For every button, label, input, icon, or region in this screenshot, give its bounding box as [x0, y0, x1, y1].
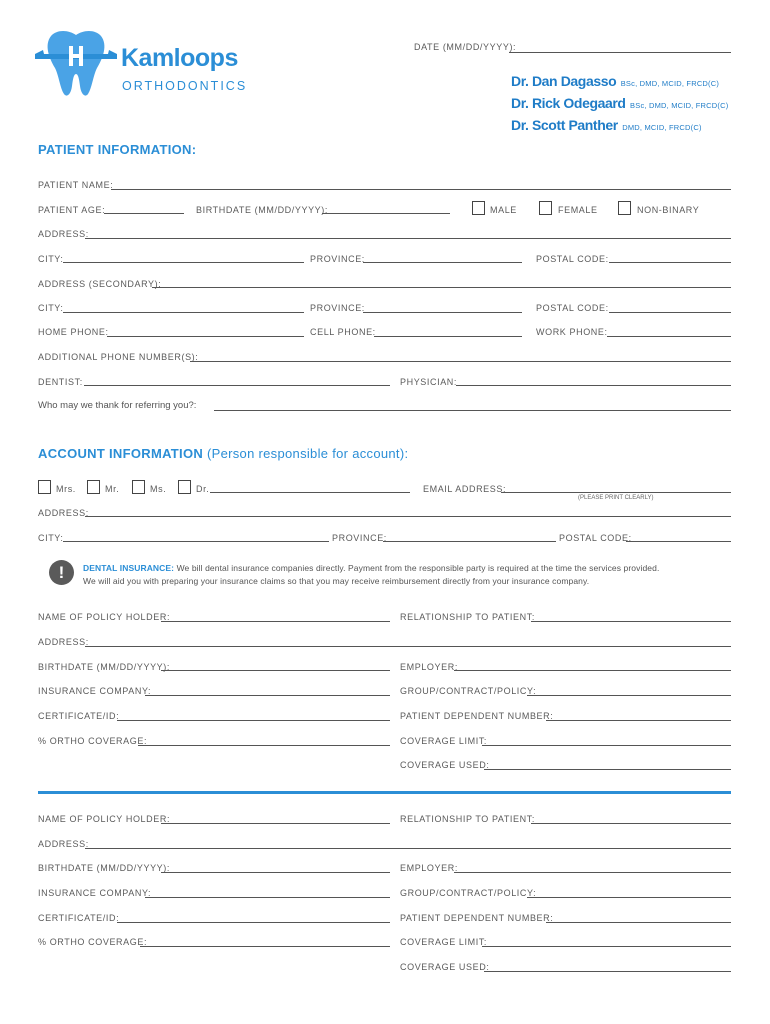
doctor-name: Dr. Rick Odegaard: [511, 95, 626, 111]
ms-checkbox[interactable]: [132, 480, 145, 494]
account-postal-field[interactable]: [626, 541, 731, 542]
email-label: EMAIL ADDRESS:: [423, 484, 507, 494]
insurance-note-line2: We will aid you with preparing your insurance claims so that you may receive reimbursement directly from your insurance company.: [83, 576, 590, 586]
dependent-number-label: PATIENT DEPENDENT NUMBER:: [400, 711, 554, 721]
policy-holder-field[interactable]: [161, 823, 390, 824]
coverage-limit-label: COVERAGE LIMIT:: [400, 937, 488, 947]
group-policy-field[interactable]: [527, 695, 731, 696]
section-divider: [38, 791, 731, 794]
policy-holder-field[interactable]: [161, 621, 390, 622]
ortho-coverage-field[interactable]: [140, 946, 390, 947]
address-secondary-label: ADDRESS (SECONDARY):: [38, 279, 162, 289]
patient-name-field[interactable]: [111, 189, 731, 190]
city-secondary-label: CITY:: [38, 303, 64, 313]
account-title: ACCOUNT INFORMATION: [38, 446, 204, 461]
account-address-label: ADDRESS:: [38, 508, 89, 518]
coverage-used-label: COVERAGE USED:: [400, 760, 490, 770]
account-title-suffix: (Person responsible for account):: [206, 446, 409, 461]
male-checkbox[interactable]: [472, 201, 485, 215]
ms-label: Ms.: [150, 484, 167, 494]
referral-label: Who may we thank for referring you?:: [38, 400, 197, 411]
relationship-label: RELATIONSHIP TO PATIENT:: [400, 814, 535, 824]
province-secondary-field[interactable]: [363, 312, 522, 313]
print-clearly-note: (PLEASE PRINT CLEARLY): [578, 495, 654, 501]
alert-icon: !: [49, 560, 74, 585]
insurance-note-line1: [83, 563, 659, 573]
relationship-field[interactable]: [531, 823, 731, 824]
home-phone-label: HOME PHONE:: [38, 327, 109, 337]
coverage-used-label: COVERAGE USED:: [400, 962, 490, 972]
policy-birthdate-label: BIRTHDATE (MM/DD/YYYY):: [38, 662, 170, 672]
dentist-label: DENTIST:: [38, 377, 83, 387]
employer-field[interactable]: [454, 670, 731, 671]
mrs-checkbox[interactable]: [38, 480, 51, 494]
patient-section-title: PATIENT INFORMATION:: [38, 142, 197, 157]
date-label: DATE (MM/DD/YYYY):: [414, 42, 517, 52]
tooth-logo-icon: [33, 28, 123, 100]
insurance-company-field[interactable]: [145, 897, 390, 898]
dr-checkbox[interactable]: [178, 480, 191, 494]
group-policy-label: GROUP/CONTRACT/POLICY:: [400, 888, 537, 898]
certificate-label: CERTIFICATE/ID:: [38, 711, 120, 721]
logo: [33, 28, 248, 100]
city-secondary-field[interactable]: [63, 312, 304, 313]
dependent-number-field[interactable]: [546, 720, 731, 721]
employer-label: EMPLOYER:: [400, 662, 458, 672]
group-policy-field[interactable]: [527, 897, 731, 898]
patient-age-field[interactable]: [104, 213, 184, 214]
postal-code-secondary-label: POSTAL CODE:: [536, 303, 609, 313]
city-field[interactable]: [63, 262, 304, 263]
policy-address-label: ADDRESS:: [38, 637, 89, 647]
account-address-field[interactable]: [85, 516, 731, 517]
doctor-credentials: DMD, MCID, FRCD(C): [622, 123, 702, 132]
physician-label: PHYSICIAN:: [400, 377, 458, 387]
policy-address-label: ADDRESS:: [38, 839, 89, 849]
female-label: FEMALE: [558, 205, 598, 215]
province-secondary-label: PROVINCE:: [310, 303, 365, 313]
female-checkbox[interactable]: [539, 201, 552, 215]
relationship-label: RELATIONSHIP TO PATIENT:: [400, 612, 535, 622]
email-field[interactable]: [501, 492, 731, 493]
certificate-label: CERTIFICATE/ID:: [38, 913, 120, 923]
doctor-3: [511, 117, 702, 135]
doctor-1: [511, 73, 719, 91]
group-policy-label: GROUP/CONTRACT/POLICY:: [400, 686, 537, 696]
city-label: CITY:: [38, 254, 64, 264]
account-province-label: PROVINCE:: [332, 533, 387, 543]
certificate-field[interactable]: [117, 922, 390, 923]
male-label: MALE: [490, 205, 517, 215]
relationship-field[interactable]: [531, 621, 731, 622]
mr-checkbox[interactable]: [87, 480, 100, 494]
patient-age-label: PATIENT AGE:: [38, 205, 106, 215]
postal-code-label: POSTAL CODE:: [536, 254, 609, 264]
postal-code-field[interactable]: [609, 262, 731, 263]
policy-birthdate-field[interactable]: [161, 670, 390, 671]
insurance-company-label: INSURANCE COMPANY:: [38, 888, 152, 898]
physician-field[interactable]: [456, 385, 731, 386]
account-section-title: [38, 446, 408, 461]
postal-code-secondary-field[interactable]: [609, 312, 731, 313]
dependent-number-field[interactable]: [546, 922, 731, 923]
policy-address-field[interactable]: [85, 646, 731, 647]
employer-field[interactable]: [454, 872, 731, 873]
insurance-note-heading: DENTAL INSURANCE:: [83, 563, 175, 573]
brand-subtitle: ORTHODONTICS: [122, 79, 248, 93]
address-field[interactable]: [85, 238, 731, 239]
insurance-company-field[interactable]: [145, 695, 390, 696]
doctor-2: [511, 95, 728, 113]
coverage-limit-label: COVERAGE LIMIT:: [400, 736, 488, 746]
account-city-label: CITY:: [38, 533, 64, 543]
dr-label: Dr.: [196, 484, 210, 494]
date-field[interactable]: [509, 52, 731, 53]
non-binary-label: NON-BINARY: [637, 205, 700, 215]
ortho-coverage-field[interactable]: [138, 745, 390, 746]
employer-label: EMPLOYER:: [400, 863, 458, 873]
referral-field[interactable]: [214, 410, 731, 411]
coverage-used-field[interactable]: [484, 769, 731, 770]
mrs-label: Mrs.: [56, 484, 76, 494]
policy-holder-label: NAME OF POLICY HOLDER:: [38, 612, 171, 622]
cell-phone-field[interactable]: [374, 336, 522, 337]
account-name-field[interactable]: [210, 492, 410, 493]
work-phone-field[interactable]: [607, 336, 731, 337]
ortho-coverage-label: % ORTHO COVERAGE:: [38, 937, 148, 947]
additional-phone-label: ADDITIONAL PHONE NUMBER(S):: [38, 352, 199, 362]
insurance-company-label: INSURANCE COMPANY:: [38, 686, 152, 696]
additional-phone-field[interactable]: [190, 361, 731, 362]
doctor-name: Dr. Dan Dagasso: [511, 73, 617, 89]
mr-label: Mr.: [105, 484, 120, 494]
doctor-name: Dr. Scott Panther: [511, 117, 618, 133]
brand-name: Kamloops: [121, 44, 238, 72]
dependent-number-label: PATIENT DEPENDENT NUMBER:: [400, 913, 554, 923]
coverage-used-field[interactable]: [484, 971, 731, 972]
birthdate-field[interactable]: [322, 213, 450, 214]
doctor-credentials: BSc, DMD, MCID, FRCD(C): [620, 79, 720, 88]
coverage-limit-field[interactable]: [482, 745, 731, 746]
birthdate-label: BIRTHDATE (MM/DD/YYYY):: [196, 205, 328, 215]
account-province-field[interactable]: [383, 541, 556, 542]
cell-phone-label: CELL PHONE:: [310, 327, 376, 337]
policy-address-field[interactable]: [85, 848, 731, 849]
patient-name-label: PATIENT NAME:: [38, 180, 114, 190]
policy-holder-label: NAME OF POLICY HOLDER:: [38, 814, 171, 824]
doctor-credentials: BSc, DMD, MCID, FRCD(C): [630, 101, 729, 110]
work-phone-label: WORK PHONE:: [536, 327, 608, 337]
province-field[interactable]: [363, 262, 522, 263]
account-postal-label: POSTAL CODE:: [559, 533, 632, 543]
address-secondary-field[interactable]: [152, 287, 731, 288]
policy-birthdate-field[interactable]: [161, 872, 390, 873]
address-label: ADDRESS:: [38, 229, 89, 239]
insurance-note-text1: We bill dental insurance companies directly. Payment from the responsible party is required at the time the services provided.: [176, 563, 660, 573]
ortho-coverage-label: % ORTHO COVERAGE:: [38, 736, 148, 746]
home-phone-field[interactable]: [107, 336, 304, 337]
coverage-limit-field[interactable]: [482, 946, 731, 947]
non-binary-checkbox[interactable]: [618, 201, 631, 215]
account-city-field[interactable]: [63, 541, 329, 542]
policy-birthdate-label: BIRTHDATE (MM/DD/YYYY):: [38, 863, 170, 873]
certificate-field[interactable]: [117, 720, 390, 721]
province-label: PROVINCE:: [310, 254, 365, 264]
dentist-field[interactable]: [84, 385, 390, 386]
